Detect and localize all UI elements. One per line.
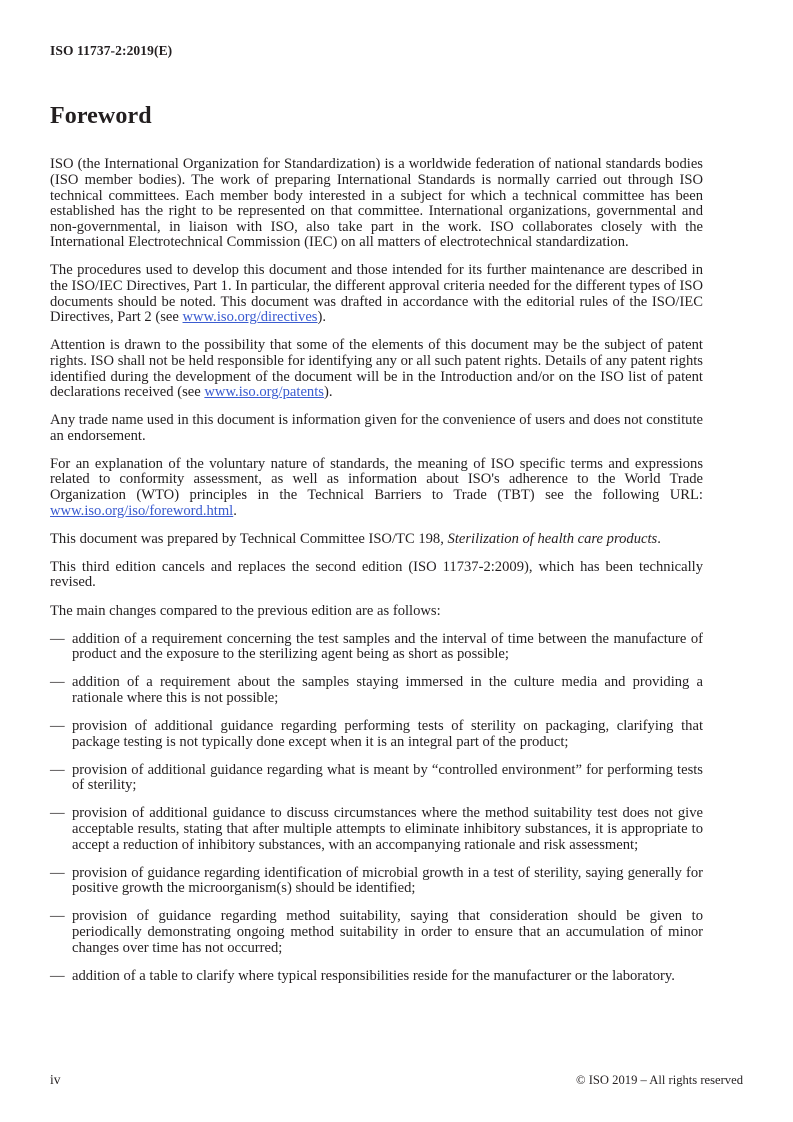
link-iso-foreword[interactable]: www.iso.org/iso/foreword.html xyxy=(50,502,234,519)
copyright-notice: © ISO 2019 – All rights reserved xyxy=(576,1073,743,1087)
paragraph-procedures xyxy=(50,263,703,325)
paragraph-technical-committee-text-before: This document was prepared by Technical Committee ISO/TC 198, xyxy=(50,530,448,547)
list-item xyxy=(50,909,703,956)
list-item-text: provision of additional guidance regarding what is meant by “controlled environment” for performing tests of sterility; xyxy=(72,761,703,794)
document-body xyxy=(50,103,703,984)
page-footer xyxy=(50,1072,743,1090)
paragraph-procedures-text-before: The procedures used to develop this document and those intended for its further maintenance are described in the ISO/IEC Directives, Part 1. In particular, the different approval criteria needed for the different types of ISO documents should be noted. This document was drafted in accordance with the editorial rules of the ISO/IEC Directives, Part 2 (see xyxy=(50,262,703,326)
paragraph-patent-rights-text-after: ). xyxy=(323,384,333,401)
paragraph-procedures-text-after: ). xyxy=(317,309,327,326)
em-dash-bullet-icon: — xyxy=(50,805,65,822)
list-item-text: addition of a requirement about the samples staying immersed in the culture media and providing a rationale where this is not possible; xyxy=(72,674,703,706)
list-item-text: provision of guidance regarding method suitability, saying that consideration should be given to periodically demonstrating ongoing method suitability in order to ensure that an accumulation of minor changes over time has not occurred; xyxy=(72,908,703,956)
paragraph-trade-name: Any trade name used in this document is information given for the convenience of users and does not constitute an endorsement. xyxy=(50,412,703,444)
list-item xyxy=(50,969,703,985)
paragraph-wto-tbt-text-before: For an explanation of the voluntary nature of standards, the meaning of ISO specific terms and expressions related to conformity assessment, as well as information about ISO's adherence to the World Trade Organization (WTO) principles in the Technical Barriers to Trade (TBT) see the following URL: xyxy=(50,455,703,504)
list-item-text: provision of additional guidance regarding performing tests of sterility on packaging, clarifying that package testing is not typically done except when it is an integral part of the product; xyxy=(72,718,703,750)
document-header-reference: ISO 11737-2:2019(E) xyxy=(50,43,173,58)
list-item xyxy=(50,632,703,663)
list-item-text: provision of additional guidance to discuss circumstances where the method suitability test does not give acceptable results, stating that after multiple attempts to eliminate inhibitory substances, it is appropriate to accept a reduction of inhibitory substances, with an accompanying rationale and risk assessment; xyxy=(72,805,703,853)
em-dash-bullet-icon: — xyxy=(50,761,65,778)
em-dash-bullet-icon: — xyxy=(50,908,65,925)
em-dash-bullet-icon: — xyxy=(50,967,65,984)
list-item xyxy=(50,675,703,706)
em-dash-bullet-icon: — xyxy=(50,864,65,881)
list-item-text: addition of a requirement concerning the test samples and the interval of time between the manufacture of product and the exposure to the sterilizing agent being as short as possible; xyxy=(72,630,703,663)
paragraph-patent-rights xyxy=(50,338,703,400)
em-dash-bullet-icon: — xyxy=(50,718,65,735)
list-item xyxy=(50,763,703,794)
paragraph-main-changes-intro: The main changes compared to the previous edition are as follows: xyxy=(50,602,441,619)
em-dash-bullet-icon: — xyxy=(50,674,65,691)
list-item-text: provision of guidance regarding identification of microbial growth in a test of sterility, saying generally for positive growth the microorganism(s) should be identified; xyxy=(72,864,703,897)
paragraph-wto-tbt-text-after: . xyxy=(233,502,237,519)
committee-scope-title: Sterilization of health care products xyxy=(447,530,658,547)
paragraph-iso-description: ISO (the International Organization for Standardization) is a worldwide federation of national standards bodies (ISO member bodies). The work of preparing International Standards is normally carried out through ISO technical committees. Each member body interested in a subject for which a technical committee has been established has the right to be represented on that committee. International organizations, governmental and non-governmental, in liaison with ISO, also take part in the work. ISO collaborates closely with the International Electrotechnical Commission (IEC) on all matters of electrotechnical standardization. xyxy=(50,156,703,251)
list-item xyxy=(50,866,703,897)
list-item-text: addition of a table to clarify where typical responsibilities reside for the manufacturer or the laboratory. xyxy=(72,967,675,984)
link-iso-patents[interactable]: www.iso.org/patents xyxy=(204,384,324,401)
changes-list xyxy=(50,632,703,985)
paragraph-wto-tbt xyxy=(50,457,703,519)
paragraph-technical-committee-text-after: . xyxy=(657,530,661,547)
list-item xyxy=(50,719,703,750)
paragraph-technical-committee xyxy=(50,532,703,548)
page-number: iv xyxy=(50,1072,61,1087)
em-dash-bullet-icon: — xyxy=(50,630,65,647)
list-item xyxy=(50,806,703,853)
page-title: Foreword xyxy=(50,103,152,129)
paragraph-edition-replacement: This third edition cancels and replaces the second edition (ISO 11737-2:2009), which has been technically revised. xyxy=(50,558,703,591)
paragraph-patent-rights-text-before: Attention is drawn to the possibility that some of the elements of this document may be the subject of patent rights. ISO shall not be held responsible for identifying any or all such patent rights. Details of any patent rights identified during the development of the document will be in the Introduction and/or on the ISO list of patent declarations received (see xyxy=(50,337,703,401)
link-iso-directives[interactable]: www.iso.org/directives xyxy=(182,309,318,326)
